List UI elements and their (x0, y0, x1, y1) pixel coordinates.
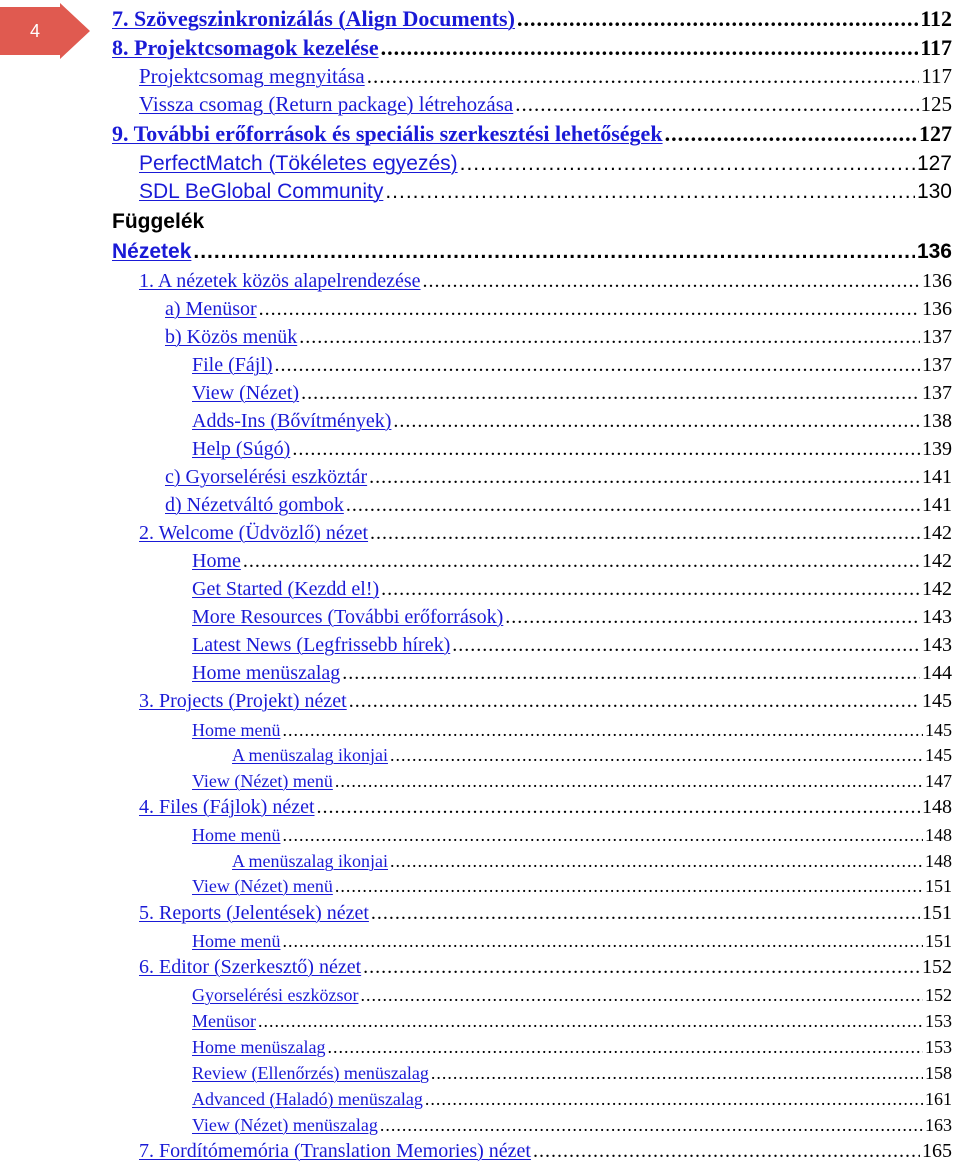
page-ref: 142 (922, 578, 952, 600)
page-ref: 125 (920, 92, 952, 116)
toc-entry-v2b[interactable] (192, 578, 952, 601)
toc-link[interactable]: Vissza csomag (Return package) létrehozása (139, 92, 514, 116)
page-ref: 151 (925, 876, 952, 896)
toc-link[interactable]: View (Nézet) (192, 382, 300, 404)
page-ref: 148 (925, 851, 952, 871)
toc-link[interactable]: View (Nézet) menü (192, 876, 333, 896)
toc-link[interactable]: PerfectMatch (Tökéletes egyezés) (139, 152, 458, 175)
toc-entry-v2c[interactable] (192, 606, 952, 629)
page-ref: 136 (922, 270, 952, 292)
toc-entry-v3a1[interactable] (232, 745, 952, 766)
toc-link[interactable]: 2. Welcome (Üdvözlő) nézet (139, 522, 369, 544)
toc-link[interactable]: 7. Fordítómemória (Translation Memories) nézet (139, 1140, 531, 1162)
page-ref: 148 (922, 796, 952, 818)
toc-link[interactable]: SDL BeGlobal Community (139, 180, 384, 203)
page-ref: 151 (925, 931, 952, 951)
toc-entry-ch9[interactable] (112, 121, 952, 147)
page-ref: 148 (925, 825, 952, 845)
toc-link[interactable]: View (Nézet) menü (192, 771, 333, 791)
page-ref: 127 (916, 152, 952, 175)
toc-entry-v3a[interactable] (192, 720, 952, 741)
page-number: 4 (29, 21, 40, 41)
toc-link[interactable]: c) Gyorselérési eszköztár (165, 466, 368, 488)
page-ref: 112 (920, 6, 952, 31)
toc-link[interactable]: 5. Reports (Jelentések) nézet (139, 902, 369, 924)
page-ref: 130 (916, 180, 952, 203)
toc-entry-ch9a[interactable] (139, 152, 952, 176)
toc-entry-v2a[interactable] (192, 550, 952, 573)
toc-link[interactable]: Home menü (192, 825, 281, 845)
toc-entry-ch7[interactable] (112, 6, 952, 32)
page-ref: 141 (922, 494, 952, 516)
toc-link[interactable]: 8. Projektcsomagok kezelése (112, 35, 379, 60)
toc-link[interactable]: Nézetek (112, 240, 192, 263)
toc-entry-v3b[interactable] (192, 771, 952, 792)
page-ref: 117 (921, 64, 952, 88)
toc-link[interactable]: a) Menüsor (165, 298, 257, 320)
toc-entry-v2d[interactable] (192, 634, 952, 657)
toc-entry-v1c[interactable] (165, 466, 952, 489)
toc-link[interactable]: Home menü (192, 720, 281, 740)
page-ref: 152 (925, 985, 952, 1005)
toc-entry-v5a[interactable] (192, 931, 952, 952)
page-ref: 165 (922, 1140, 952, 1162)
toc-link[interactable]: More Resources (További erőforrások) (192, 606, 504, 628)
page-ref: 142 (922, 522, 952, 544)
toc-entry-v4a1[interactable] (232, 851, 952, 872)
toc-link[interactable]: View (Nézet) menüszalag (192, 1115, 378, 1135)
toc-entry-v6[interactable] (139, 956, 952, 979)
page-ref: 143 (922, 606, 952, 628)
page-ref: 136 (916, 240, 952, 263)
toc-entry-v1b2[interactable] (192, 382, 952, 405)
page-ref: 138 (922, 410, 952, 432)
toc-entry-v2e[interactable] (192, 662, 952, 685)
toc-link[interactable]: Review (Ellenőrzés) menüszalag (192, 1063, 429, 1083)
page-ref: 117 (920, 35, 952, 60)
toc-entry-v1b4[interactable] (192, 438, 952, 461)
toc-link[interactable]: Home menüszalag (192, 662, 341, 684)
page-ref: 151 (922, 902, 952, 924)
toc-entry-v6a[interactable] (192, 985, 952, 1006)
page-ref: 127 (919, 121, 952, 146)
toc-link[interactable]: 9. További erőforrások és speciális szerkesztési lehetőségek (112, 121, 663, 146)
page-ref: 153 (925, 1011, 952, 1031)
page-ref: 136 (922, 298, 952, 320)
toc-link[interactable]: b) Közös menük (165, 326, 298, 348)
toc-entry-v5[interactable] (139, 902, 952, 925)
page-ref: 143 (922, 634, 952, 656)
page-ref: 137 (922, 326, 952, 348)
toc-link[interactable]: Help (Súgó) (192, 438, 291, 460)
page-ref: 141 (922, 466, 952, 488)
appendix-heading: Függelék (112, 210, 205, 233)
toc-entry-v3[interactable] (139, 690, 952, 713)
toc-link[interactable]: Home menüszalag (192, 1037, 326, 1057)
toc-entry-v1[interactable] (139, 270, 952, 293)
toc-entry-ch8a[interactable] (139, 64, 952, 89)
toc-link[interactable]: Gyorselérési eszközsor (192, 985, 359, 1005)
toc-link[interactable]: 4. Files (Fájlok) nézet (139, 796, 315, 818)
toc-entry-ch8[interactable] (112, 35, 952, 61)
toc-link[interactable]: Home (192, 550, 241, 572)
page-ref: 139 (922, 438, 952, 460)
toc-link[interactable]: Advanced (Haladó) menüszalag (192, 1089, 423, 1109)
page-ref: 145 (922, 690, 952, 712)
toc-entry-v1b[interactable] (165, 326, 952, 349)
toc-link[interactable]: 6. Editor (Szerkesztő) nézet (139, 956, 362, 978)
toc-link[interactable]: A menüszalag ikonjai (232, 851, 388, 871)
toc-entry-v1d[interactable] (165, 494, 952, 517)
toc-entry-v4a[interactable] (192, 825, 952, 846)
toc-entry-v6b[interactable] (192, 1011, 952, 1032)
toc-entry-v6d[interactable] (192, 1063, 952, 1084)
toc-entry-ch8b[interactable] (139, 92, 952, 117)
page-ref: 147 (925, 771, 952, 791)
toc-entry-v1b3[interactable] (192, 410, 952, 433)
page-ref: 144 (922, 662, 952, 684)
toc-entry-v4[interactable] (139, 796, 952, 819)
page-ref: 161 (925, 1089, 952, 1109)
toc-link[interactable]: d) Nézetváltó gombok (165, 494, 344, 516)
page-ref: 145 (925, 720, 952, 740)
toc-entry-v2[interactable] (139, 522, 952, 545)
toc-link[interactable]: Projektcsomag megnyitása (139, 64, 365, 88)
page-ref: 153 (925, 1037, 952, 1057)
toc-link[interactable]: 3. Projects (Projekt) nézet (139, 690, 347, 712)
page-ref: 152 (922, 956, 952, 978)
toc-entry-v6c[interactable] (192, 1037, 952, 1058)
toc-entry-v1b1[interactable] (192, 354, 952, 377)
toc-entry-v7[interactable] (139, 1140, 952, 1163)
toc-entry-v1a[interactable] (165, 298, 952, 321)
toc-entry-v4b[interactable] (192, 876, 952, 897)
toc-link[interactable]: Get Started (Kezdd el!) (192, 578, 380, 600)
toc-entry-views[interactable] (112, 240, 952, 264)
toc-link[interactable]: 7. Szövegszinkronizálás (Align Documents) (112, 6, 515, 31)
toc-entry-ch9b[interactable] (139, 180, 952, 204)
toc-link[interactable]: 1. A nézetek közös alapelrendezése (139, 270, 421, 292)
toc-link[interactable]: Adds-Ins (Bővítmények) (192, 410, 392, 432)
page-ref: 158 (925, 1063, 952, 1083)
toc-link[interactable]: A menüszalag ikonjai (232, 745, 388, 765)
page-ref: 145 (925, 745, 952, 765)
toc-link[interactable]: File (Fájl) (192, 354, 273, 376)
toc-entry-v6e[interactable] (192, 1089, 952, 1110)
page-ref: 137 (922, 382, 952, 404)
page-ref: 163 (925, 1115, 952, 1135)
page-ref: 142 (922, 550, 952, 572)
toc-entry-v6f[interactable] (192, 1115, 952, 1136)
toc-link[interactable]: Menüsor (192, 1011, 256, 1031)
toc-link[interactable]: Latest News (Legfrissebb hírek) (192, 634, 451, 656)
page-ref: 137 (922, 354, 952, 376)
toc-link[interactable]: Home menü (192, 931, 281, 951)
